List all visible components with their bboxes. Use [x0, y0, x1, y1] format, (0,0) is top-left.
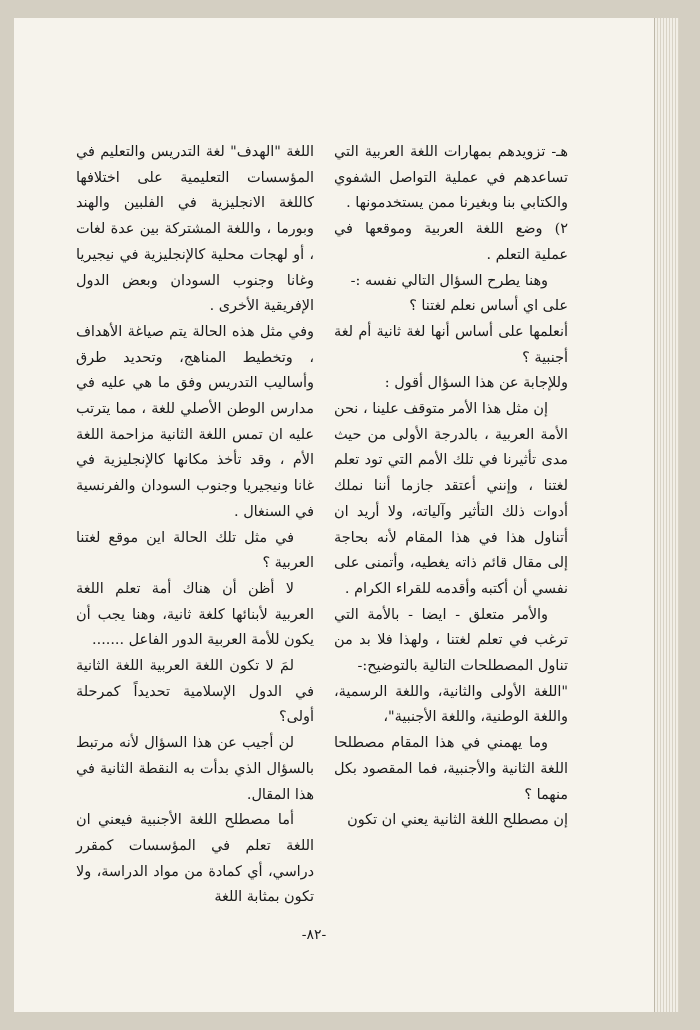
paragraph: وما يهمني في هذا المقام مصطلحا اللغة الثانية والأجنبية، فما المقصود بكل منهما ؟ — [334, 735, 568, 803]
book-page — [14, 18, 654, 1012]
paragraph: والأمر متعلق - ايضا - بالأمة التي ترغب في تعلم لغتنا ، ولهذا فلا بد من تناول المصطلحات التالية بالتوضيح:- — [334, 606, 568, 675]
paragraph: في مثل تلك الحالة اين موقع لغتنا العربية ؟ — [76, 529, 314, 572]
quoted-terms: "اللغة الأولى والثانية، واللغة الرسمية، واللغة الوطنية، واللغة الأجنبية"، — [334, 683, 568, 726]
paragraph: وللإجابة عن هذا السؤال أقول : — [384, 375, 568, 392]
paragraph: أنعلمها على أساس أنها لغة ثانية أم لغة أجنبية ؟ — [334, 323, 568, 366]
page-number: -٨٢- — [301, 927, 327, 943]
paragraph: هـ- تزويدهم بمهارات اللغة العربية التي تساعدهم في عملية التواصل الشفوي والكتابي بنا وبغيرنا ممن يستخدمونها . — [334, 144, 568, 212]
paragraph: أما مصطلح اللغة الأجنبية فيعني ان اللغة تعلم في المؤسسات كمقرر دراسي، أي كمادة من مواد الدراسة، ولا تكون بمثابة اللغة — [76, 812, 314, 906]
page-edge-stack — [654, 18, 679, 1012]
paragraph: ٢) وضع اللغة العربية وموقعها في عملية التعلم . — [334, 221, 568, 263]
paragraph: على اي أساس نعلم لغتنا ؟ — [409, 298, 568, 315]
paragraph: لمَ لا تكون اللغة العربية اللغة الثانية في الدول الإسلامية تحديداً كمرحلة أولى؟ — [76, 658, 314, 726]
paragraph: اللغة "الهدف" لغة التدريس والتعليم في المؤسسات التعليمية على اختلافها كاللغة الانجليزية في الفلبين والهند وبورما ، واللغة المشتركة بين عدة لغات ، أو لهجات محلية كالإنجليزية في نيجيريا وغانا وجنوب السودان وبعض الدول الإفريقية الأخرى . — [76, 144, 314, 315]
paragraph: وفي مثل هذه الحالة يتم صياغة الأهداف ، وتخطيط المناهج، وتحديد طرق وأساليب التدريس وفق ما هي عليه في مدارس الوطن الأصلي للغة ، مما يترتب عليه ان تمس اللغة الثانية مزاحمة اللغة الأم ، وقد تأخذ مكانها كالإنجليزية في غانا ونيجيريا وجنوب السودان والفرنسية في السنغال . — [76, 323, 314, 520]
right-text-column — [334, 140, 568, 834]
paragraph: وهنا يطرح السؤال التالي نفسه :- — [350, 272, 548, 289]
paragraph: إن مثل هذا الأمر متوقف علينا ، نحن الأمة العربية ، بالدرجة الأولى من حيث مدى تأثيرنا في تلك الأمم التي تود تعلم لغتنا ، وإنني أعتقد جازما أننا نملك أدوات ذلك التأثير وآلياته، ولا أريد ان أتناول هذا في هذا المقام لأنه بحاجة إلى مقال قائم ذاته يغطيه، وأتمنى على نفسي أن أكتبه وأقدمه للقراء الكرام . — [334, 401, 568, 597]
left-text-column — [76, 140, 314, 911]
paragraph: لا أظن أن هناك أمة تعلم اللغة العربية لأبنائها كلغة ثانية، وهنا يجب أن يكون للأمة العربية الدور الفاعل ....... — [76, 580, 314, 649]
paragraph: إن مصطلح اللغة الثانية يعني ان تكون — [347, 812, 568, 829]
paragraph: لن أجيب عن هذا السؤال لأنه مرتبط بالسؤال الذي بدأت به النقطة الثانية في هذا المقال. — [76, 735, 314, 803]
